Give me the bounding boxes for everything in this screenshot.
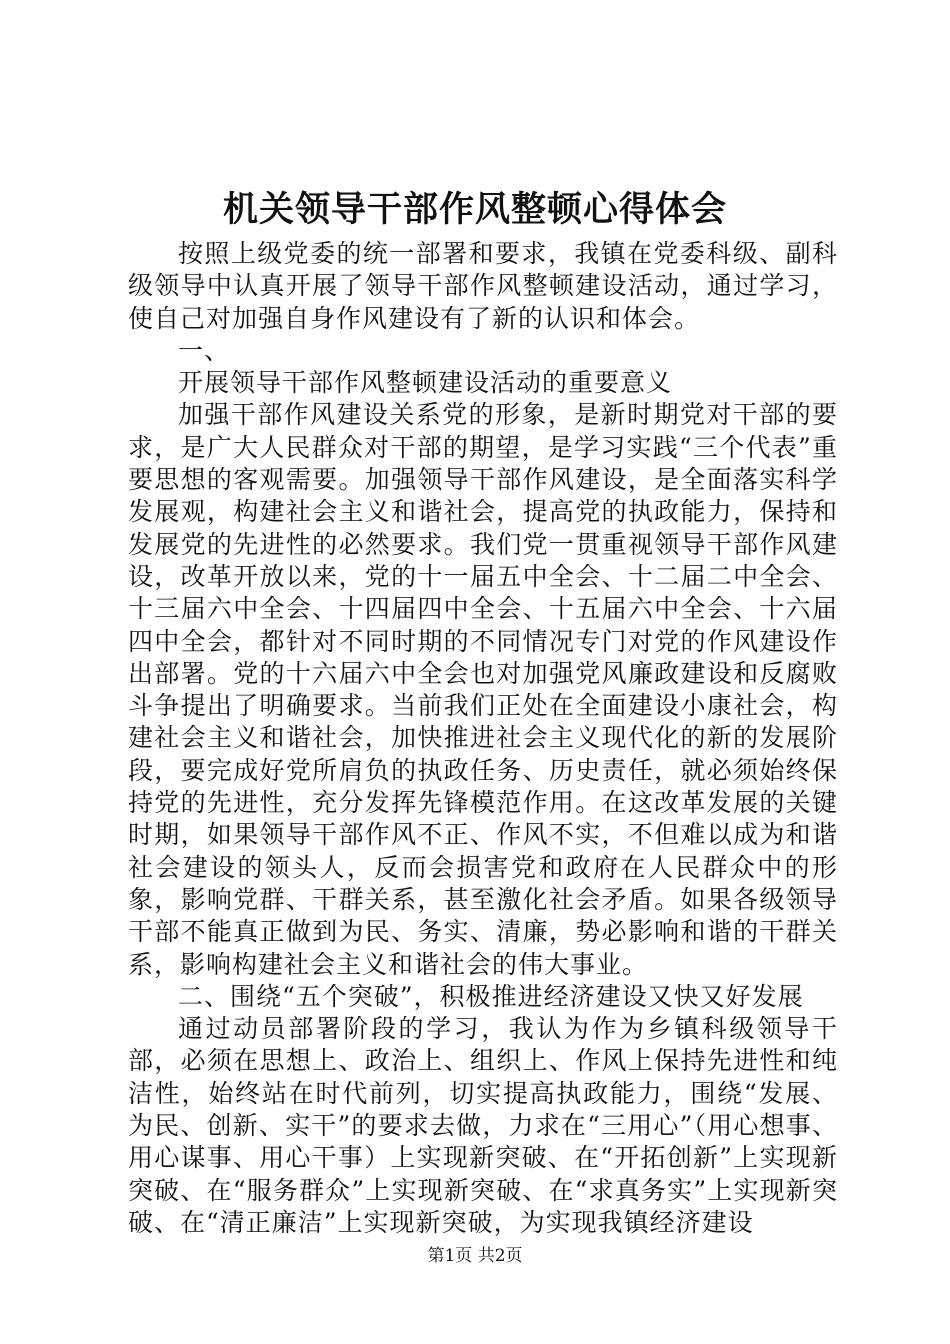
section-number-one: 一、 xyxy=(178,335,231,365)
paragraph-significance: 加强干部作风建设关系党的形象，是新时期党对干部的要求，是广大人民群众对干部的期望，是学习实践“三个代表”重要思想的客观需要。加强领导干部作风建设，是全面落实科学发展观，构建社会主义和谐社会，提高党的执政能力，保持和发展党的先进性的必然要求。我们党一贯重视领导干部作风建设，改革开放以来，党的十一届五中全会、十二届二中全会、十三届六中全会、十四届四中全会、十五届六中全会、十六届四中全会，都针对不同时期的不同情况专门对党的作风建设作出部署。党的十六届六中全会也对加强党风廉政建设和反腐败斗争提出了明确要求。当前我们正处在全面建设小康社会，构建社会主义和谐社会，加快推进社会主义现代化的新的发展阶段，要完成好党所肩负的执政任务、历史责任，就必须始终保持党的先进性，充分发挥先锋模范作用。在这改革发展的关键时期，如果领导干部作风不正、作风不实，不但难以成为和谐社会建设的领头人，反而会损害党和政府在人民群众中的形象，影响党群、干群关系，甚至激化社会矛盾。如果各级领导干部不能真正做到为民、务实、清廉，势必影响和谐的干群关系，影响构建社会主义和谐社会的伟大事业。 xyxy=(128,400,838,979)
document-body xyxy=(128,238,838,1239)
paragraph-breakthroughs: 通过动员部署阶段的学习，我认为作为乡镇科级领导干部，必须在思想上、政治上、组织上、作风上保持先进性和纯洁性，始终站在时代前列，切实提高执政能力，围绕“发展、为民、创新、实干”的要求去做，力求在“三用心”（用心想事、用心谋事、用心干事）上实现新突破、在“开拓创新”上实现新突破、在“服务群众”上实现新突破、在“求真务实”上实现新突破、在“清正廉洁”上实现新突破，为实现我镇经济建设 xyxy=(128,1014,838,1237)
document-title: 机关领导干部作风整顿心得体会 xyxy=(222,189,727,230)
paragraph-intro: 按照上级党委的统一部署和要求，我镇在党委科级、副科级领导中认真开展了领导干部作风整顿建设活动，通过学习，使自己对加强自身作风建设有了新的认识和体会。 xyxy=(128,239,838,333)
section-heading-two: 二、围绕“五个突破”，积极推进经济建设又快又好发展 xyxy=(178,981,804,1011)
section-heading-one: 开展领导干部作风整顿建设活动的重要意义 xyxy=(178,368,673,398)
page-footer: 第1页 共2页 xyxy=(427,1246,523,1266)
